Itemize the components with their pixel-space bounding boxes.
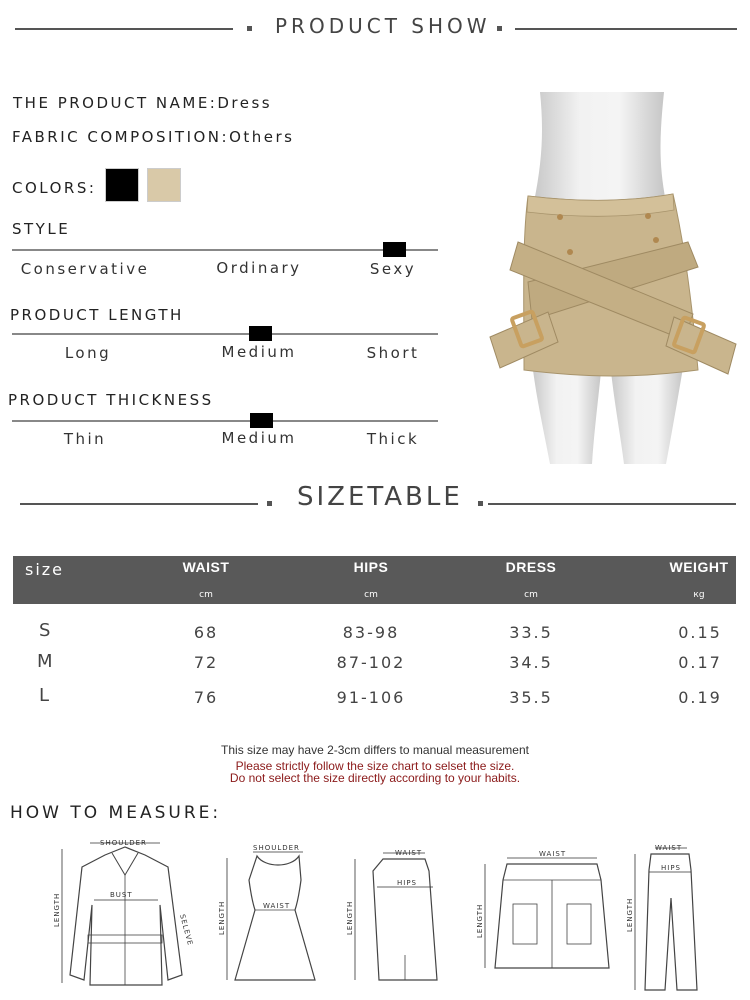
length-label: LENGTH: [626, 897, 634, 932]
style-option-ordinary: Ordinary: [216, 259, 302, 277]
thickness-option-medium: Medium: [221, 429, 297, 447]
size-cell: S: [39, 620, 51, 641]
length-label: LENGTH: [476, 903, 484, 938]
style-option-sexy: Sexy: [369, 260, 417, 278]
dress-measure-diagram: [215, 840, 320, 990]
waist-label: WAIST: [655, 844, 683, 852]
sizetable-dot-left: [267, 501, 272, 506]
dress-cell: 34.5: [509, 653, 553, 672]
length-option-long: Long: [64, 344, 112, 362]
pants-measure-diagram: [625, 840, 705, 995]
measurement-note: This size may have 2-3cm differs to manual measurement: [221, 743, 529, 757]
waist-label: WAIST: [395, 849, 423, 857]
dress-cell: 35.5: [509, 688, 553, 707]
bust-label: BUST: [110, 891, 133, 899]
waist-unit: cm: [199, 590, 213, 600]
size-warning-1: Please strictly follow the size chart to selset the size.: [235, 759, 515, 773]
jacket-measure-diagram: [50, 835, 195, 995]
size-cell: M: [37, 651, 53, 672]
thickness-scale-line: [12, 420, 438, 422]
colors-label: COLORS:: [12, 179, 97, 197]
product-show-title: PRODUCT SHOW: [275, 14, 491, 38]
length-label: LENGTH: [53, 892, 61, 927]
size-column-header: size: [25, 560, 65, 579]
style-option-conservative: Conservative: [20, 260, 150, 278]
sizetable-dot-right: [478, 501, 483, 506]
hips-unit: cm: [364, 590, 378, 600]
length-option-medium: Medium: [221, 343, 297, 361]
style-scale-line: [12, 249, 438, 251]
waist-cell: 68: [193, 623, 219, 642]
dress-unit: cm: [524, 590, 538, 600]
sleeve-label: SELEVE: [178, 913, 195, 947]
sizetable-rule-right: [488, 503, 736, 505]
waist-label: WAIST: [263, 902, 291, 910]
header-dot-right: [497, 26, 502, 31]
weight-cell: 0.15: [678, 623, 722, 642]
hips-cell: 87-102: [336, 653, 406, 672]
length-scale-line: [12, 333, 438, 335]
weight-column-header: WEIGHT: [669, 559, 729, 575]
product-photo: [488, 92, 738, 464]
thickness-scale-marker: [250, 413, 273, 428]
sizetable-rule-left: [20, 503, 258, 505]
style-title: STYLE: [12, 220, 71, 238]
fabric-composition: FABRIC COMPOSITION:Others: [12, 128, 295, 146]
length-option-short: Short: [366, 344, 420, 362]
size-cell: L: [39, 685, 50, 706]
shoulder-label: SHOULDER: [100, 839, 147, 847]
waist-label: WAIST: [539, 850, 567, 858]
hips-label: HIPS: [397, 879, 417, 887]
waist-column-header: WAIST: [182, 559, 230, 575]
header-dot-left: [247, 26, 252, 31]
product-name: THE PRODUCT NAME:Dress: [13, 94, 273, 112]
sizetable-title: SIZETABLE: [297, 482, 463, 512]
header-rule-right: [515, 28, 737, 30]
hips-label: HIPS: [661, 864, 681, 872]
style-scale-marker: [383, 242, 406, 257]
dress-column-header: DRESS: [505, 559, 557, 575]
shoulder-label: SHOULDER: [253, 844, 300, 852]
weight-cell: 0.19: [678, 688, 722, 707]
mini-skirt-measure-diagram: [477, 848, 617, 978]
how-to-measure-title: HOW TO MEASURE:: [10, 803, 222, 823]
size-table-header: [13, 556, 736, 604]
header-rule-left: [15, 28, 233, 30]
skirt-measure-diagram: [345, 845, 445, 990]
length-label: LENGTH: [218, 900, 226, 935]
length-label: LENGTH: [346, 900, 354, 935]
waist-cell: 72: [193, 653, 219, 672]
weight-cell: 0.17: [678, 653, 722, 672]
color-swatch-khaki[interactable]: [147, 168, 181, 202]
thickness-option-thin: Thin: [63, 430, 107, 448]
thickness-option-thick: Thick: [366, 430, 420, 448]
thickness-title: PRODUCT THICKNESS: [8, 391, 214, 409]
hips-cell: 91-106: [336, 688, 406, 707]
size-warning-2: Do not select the size directly according to your habits.: [229, 771, 521, 785]
hips-cell: 83-98: [342, 623, 400, 642]
hips-column-header: HIPS: [353, 559, 389, 575]
weight-unit: кg: [693, 590, 705, 600]
length-scale-marker: [249, 326, 272, 341]
waist-cell: 76: [193, 688, 219, 707]
color-swatch-black[interactable]: [105, 168, 139, 202]
dress-cell: 33.5: [509, 623, 553, 642]
length-title: PRODUCT LENGTH: [10, 306, 184, 324]
